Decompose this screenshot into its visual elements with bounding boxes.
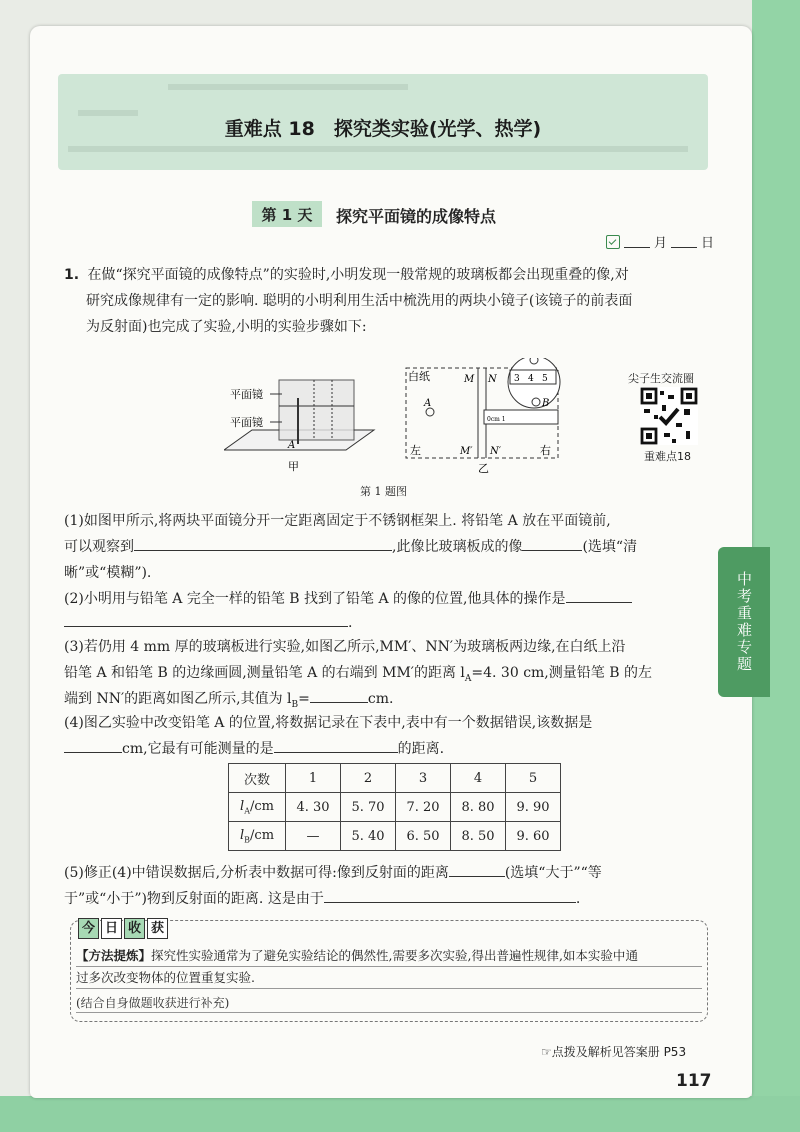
part-4-text-b: cm,它最有可能测量的是 xyxy=(122,741,274,757)
method-text-1: 探究性实验通常为了避免实验结论的偶然性,需要多次实验,得出普遍性规律,如本实验中通 xyxy=(151,948,638,963)
table-header-cell: 3 xyxy=(396,764,451,793)
harvest-tag-char: 获 xyxy=(147,918,168,939)
part-2-line-1 xyxy=(64,586,632,612)
part-1-text-b: 可以观察到 xyxy=(64,539,134,555)
harvest-tag-char: 今 xyxy=(78,918,99,939)
table-cell: 4. 30 xyxy=(286,793,341,822)
qr-code-icon[interactable] xyxy=(640,387,698,445)
part-3-text-b2: =4. 30 cm,测量铅笔 B 的左 xyxy=(471,665,652,681)
table-cell: 5. 70 xyxy=(341,793,396,822)
yi-label-a: A xyxy=(424,398,432,409)
question-intro-line-3: 为反射面)也完成了实验,小明的实验步骤如下: xyxy=(86,319,367,335)
answer-blank-4a[interactable] xyxy=(64,736,122,753)
page-edge-bottom xyxy=(0,1096,800,1132)
part-3-sub-a: A xyxy=(464,673,472,684)
jia-label-a: A xyxy=(288,440,296,451)
ruler-tick-3: 3 xyxy=(514,374,520,384)
month-blank[interactable] xyxy=(624,235,650,248)
table-cell: 9. 90 xyxy=(506,793,561,822)
yi-left: 左 xyxy=(410,444,421,457)
yi-right: 右 xyxy=(540,444,551,457)
qr-title: 尖子生交流圈 xyxy=(628,372,694,385)
part-5-text-d: . xyxy=(575,891,581,907)
bleed-through xyxy=(68,146,688,152)
answer-blank-2b[interactable] xyxy=(64,610,348,627)
answer-blank-3[interactable] xyxy=(310,686,368,703)
part-3-text-c: 端到 NN′的距离如图乙所示,其值为 l xyxy=(64,691,292,707)
part-2-line-2 xyxy=(64,610,352,636)
method-summary xyxy=(76,945,704,989)
table-cell: 7. 20 xyxy=(396,793,451,822)
yi-label-b: B xyxy=(542,398,550,409)
part-2-text-a: (2)小明用与铅笔 A 完全一样的铅笔 B 找到了铅笔 A 的像的位置,他具体的操作是 xyxy=(64,591,566,607)
table-header-cell: 5 xyxy=(506,764,561,793)
bleed-through xyxy=(168,84,408,90)
yi-name: 乙 xyxy=(478,462,489,475)
table-row-label: $l_A/cm$ xyxy=(229,793,286,822)
day-title: 探究平面镜的成像特点 xyxy=(336,207,497,226)
section-side-tab[interactable]: 中考重难专题 xyxy=(718,547,770,697)
yi-label-m: M xyxy=(464,374,475,385)
part-5-line-2 xyxy=(64,886,580,912)
table-header-cell: 2 xyxy=(341,764,396,793)
part-3-line-1: (3)若仍用 4 mm 厚的玻璃板进行实验,如图乙所示,MM′、NN′为玻璃板两边缘,在白纸上沿 xyxy=(64,639,626,655)
part-4-line-1: (4)图乙实验中改变铅笔 A 的位置,将数据记录在下表中,表中有一个数据错误,该数据是 xyxy=(64,715,593,731)
table-header-cell: 1 xyxy=(286,764,341,793)
part-3-text-b: 铅笔 A 和铅笔 B 的边缘画圆,测量铅笔 A 的右端到 MM′的距离 l xyxy=(64,665,465,681)
ruler-tick-4: 4 xyxy=(528,374,534,384)
table-row xyxy=(229,793,561,822)
part-1-text-d: (选填“清 xyxy=(582,539,638,555)
answer-blank-4b[interactable] xyxy=(274,736,398,753)
harvest-tag xyxy=(78,918,168,939)
table-header-cell: 次数 xyxy=(229,764,286,793)
table-header-cell: 4 xyxy=(451,764,506,793)
part-1-line-3: 晰”或“模糊”). xyxy=(64,565,152,581)
yi-label-m2: M′ xyxy=(460,446,473,457)
part-1-line-1: (1)如图甲所示,将两块平面镜分开一定距离固定于不锈钢框架上. 将铅笔 A 放在平面镜前, xyxy=(64,513,611,529)
data-table xyxy=(228,763,561,851)
question-number: 1. xyxy=(64,267,80,283)
part-3-text-c3: cm. xyxy=(367,691,394,707)
jia-label-mirror-2: 平面镜 xyxy=(230,416,263,429)
method-label: 【方法提炼】 xyxy=(76,948,152,963)
table-row xyxy=(229,822,561,851)
experiment-figure xyxy=(224,358,574,478)
harvest-tag-char: 收 xyxy=(124,918,145,939)
yi-label-n2: N′ xyxy=(490,446,502,457)
title-banner xyxy=(58,74,708,170)
intro-text-1: 在做“探究平面镜的成像特点”的实验时,小明发现一般常规的玻璃板都会出现重叠的像,对 xyxy=(87,267,629,283)
page-number: 117 xyxy=(676,1071,712,1091)
answer-reference: ☞点拨及解析见答案册 P53 xyxy=(541,1045,687,1059)
part-3-sub-b: B xyxy=(291,699,299,710)
figure-caption: 第 1 题图 xyxy=(360,485,407,498)
date-field[interactable] xyxy=(606,232,714,251)
part-5-text-a: (5)修正(4)中错误数据后,分析表中数据可得:像到反射面的距离 xyxy=(64,865,449,881)
qr-label: 重难点18 xyxy=(644,450,691,463)
part-5-text-b: (选填“大于”“等 xyxy=(504,865,602,881)
part-5-line-1 xyxy=(64,860,602,886)
question-intro-line-1 xyxy=(64,262,629,288)
month-label: 月 xyxy=(654,236,668,251)
harvest-note: (结合自身做题收获进行补充) xyxy=(76,996,230,1010)
day-badge: 第 1 天 xyxy=(252,201,322,227)
table-cell: — xyxy=(286,822,341,851)
part-4-text-c: 的距离. xyxy=(397,741,445,757)
question-intro-line-2: 研究成像规律有一定的影响. 聪明的小明利用生活中梳洗用的两块小镜子(该镜子的前表面 xyxy=(86,293,633,309)
calendar-check-icon xyxy=(606,235,620,249)
yi-label-n: N xyxy=(488,374,497,385)
answer-blank-1a[interactable] xyxy=(134,534,392,551)
table-cell: 8. 80 xyxy=(451,793,506,822)
table-cell: 5. 40 xyxy=(341,822,396,851)
table-row-label: $l_B/cm$ xyxy=(229,822,286,851)
page-title: 重难点 18 探究类实验(光学、热学) xyxy=(224,118,542,140)
yi-white-paper: 白纸 xyxy=(408,370,430,383)
writing-line[interactable] xyxy=(76,966,702,967)
part-3-text-c2: = xyxy=(298,691,310,707)
jia-label-mirror-1: 平面镜 xyxy=(230,388,263,401)
answer-blank-5a[interactable] xyxy=(449,860,505,877)
part-1-line-2 xyxy=(64,534,637,560)
writing-line[interactable] xyxy=(76,988,702,989)
part-5-text-c: 于”或“小于”)物到反射面的距离. 这是由于 xyxy=(64,891,324,907)
day-blank[interactable] xyxy=(671,235,697,248)
answer-blank-5b[interactable] xyxy=(324,886,576,903)
table-cell: 6. 50 xyxy=(396,822,451,851)
table-cell: 8. 50 xyxy=(451,822,506,851)
method-text-2: 过多次改变物体的位置重复实验. xyxy=(76,970,255,985)
jia-name: 甲 xyxy=(288,460,299,473)
part-1-text-c: ,此像比玻璃板成的像 xyxy=(392,539,523,555)
harvest-tag-char: 日 xyxy=(101,918,122,939)
day-label: 日 xyxy=(701,236,715,251)
part-4-line-2 xyxy=(64,736,444,762)
ruler-tick-0: 0cm 1 xyxy=(487,416,506,423)
answer-blank-2a[interactable] xyxy=(566,586,632,603)
ruler-tick-5: 5 xyxy=(542,374,548,384)
part-2-text-b: . xyxy=(348,615,353,631)
answer-blank-1b[interactable] xyxy=(522,534,582,551)
table-header-row xyxy=(229,764,561,793)
table-cell: 9. 60 xyxy=(506,822,561,851)
writing-line[interactable] xyxy=(76,1012,702,1013)
